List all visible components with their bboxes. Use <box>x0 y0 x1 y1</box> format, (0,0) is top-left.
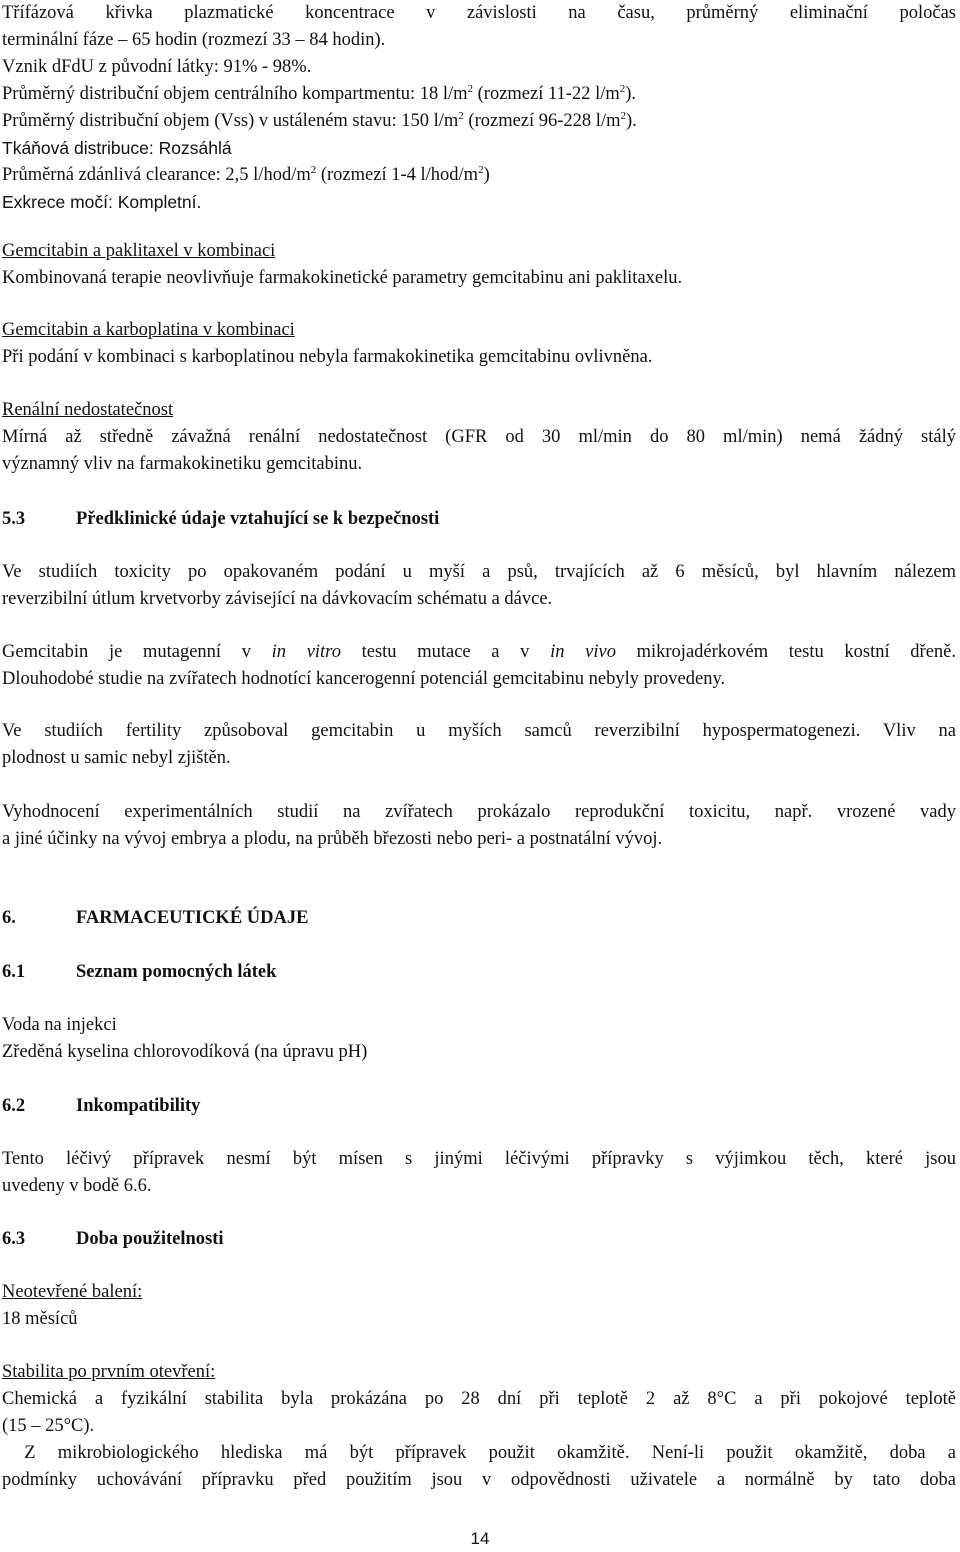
combo-carboplatin-section <box>2 317 956 371</box>
section-number: 5.3 <box>2 509 26 529</box>
pk-line: Vznik dFdU z původní látky: 91% - 98%. <box>2 57 312 77</box>
section-number: 6.1 <box>2 962 26 982</box>
pk-line: Průměrný distribuční objem centrálního kompartmentu: 18 $l/m^2$ (rozmezí 11-22 $l/m^2$). <box>2 82 637 104</box>
section-title: Inkompatibility <box>76 1096 201 1116</box>
pk-line: Průměrná zdánlivá clearance: 2,5 $l/hod/m^2$ (rozmezí 1-4 $l/hod/m^2$) <box>2 163 490 185</box>
section-number: 6.2 <box>2 1096 26 1116</box>
section-subtitle: Neotevřené balení: <box>2 1282 143 1302</box>
section-subtitle: Stabilita po prvním otevření: <box>2 1362 216 1382</box>
shelf-life-value: 18 měsíců <box>2 1309 78 1329</box>
unopened-block <box>2 1279 956 1333</box>
incompatibility-paragraph: Tento léčivý přípravek nesmí být mísen s jinými léčivými přípravky s výjimkou těch, které jsou uvedeny v bodě 6.6. <box>2 1149 956 1196</box>
paragraph: Kombinovaná terapie neovlivňuje farmakokinetické parametry gemcitabinu ani paklitaxelu. <box>2 268 683 288</box>
combo-paclitaxel-section <box>2 238 956 292</box>
section-title: FARMACEUTICKÉ ÚDAJE <box>76 908 309 928</box>
pk-line: Exkrece močí: Kompletní. <box>2 192 202 212</box>
section-subtitle: Renální nedostatečnost <box>2 400 174 420</box>
section-heading-5-3 <box>2 506 956 533</box>
section-subtitle: Gemcitabin a paklitaxel v kombinaci <box>2 241 276 261</box>
pk-block <box>2 0 956 216</box>
stability-block: Stabilita po prvním otevření: Chemická a fyzikální stabilita byla prokázána po 28 dní při teplotě 2 až 8°C a při pokojové teplotě (15 – 25°C). Z mikrobiologického hlediska má být přípravek použit okamžitě. Není-li použit okamžitě, doba a podmínky uchovávání přípravku před použitím jsou v odpovědnosti uživatele a normálně by tato doba <box>2 1359 956 1494</box>
list-item: Zředěná kyselina chlorovodíková (na úpravu pH) <box>2 1042 368 1062</box>
pk-line: Průměrný distribuční objem (Vss) v ustáleném stavu: 150 $l/m^2$ (rozmezí 96-228 $l/m^2$). <box>2 109 637 131</box>
preclinical-paragraph: Vyhodnocení experimentálních studií na zvířatech prokázalo reprodukční toxicitu, např. vrozené vady a jiné účinky na vývoj embrya a plodu, na průběh březosti nebo peri- a postnatální vývoj. <box>2 802 956 849</box>
section-heading-6-2 <box>2 1093 956 1120</box>
page-number: 14 <box>470 1529 490 1548</box>
preclinical-paragraph: Ve studiích fertility způsoboval gemcitabin u myších samců reverzibilní hypospermatogenezi. Vliv na plodnost u samic nebyl zjištěn. <box>2 721 956 768</box>
excipients-list <box>2 1012 956 1066</box>
section-heading-6-3 <box>2 1226 956 1253</box>
pk-line: Tkáňová distribuce: Rozsáhlá <box>2 138 232 158</box>
section-heading-6 <box>2 905 956 932</box>
section-subtitle: Gemcitabin a karboplatina v kombinaci <box>2 320 295 340</box>
section-title: Seznam pomocných látek <box>76 962 277 982</box>
section-title: Doba použitelnosti <box>76 1229 224 1249</box>
section-title: Předklinické údaje vztahující se k bezpečnosti <box>76 509 440 529</box>
paragraph: Mírná až středně závažná renální nedostatečnost (GFR od 30 ml/min do 80 ml/min) nemá žádný stálý <box>2 427 956 447</box>
section-heading-6-1 <box>2 959 956 986</box>
pk-line: terminální fáze – 65 hodin (rozmezí 33 – 84 hodin). <box>2 30 386 50</box>
paragraph: významný vliv na farmakokinetiku gemcitabinu. <box>2 454 363 474</box>
section-number: 6. <box>2 908 16 928</box>
paragraph: Při podání v kombinaci s karboplatinou nebyla farmakokinetika gemcitabinu ovlivněna. <box>2 347 653 367</box>
list-item: Voda na injekci <box>2 1015 117 1035</box>
preclinical-paragraph: Gemcitabin je mutagenní v in vitro testu mutace a v in vivo mikrojadérkovém testu kostní dřeně. Dlouhodobé studie na zvířatech hodnotící kancerogenní potenciál gemcitabinu nebyly provedeny. <box>2 642 956 689</box>
renal-section <box>2 397 956 478</box>
preclinical-paragraph: Ve studiích toxicity po opakovaném podání u myší a psů, trvajících až 6 měsíců, byl hlavním nálezem reverzibilní útlum krvetvorby závisející na dávkovacím schématu a dávce. <box>2 562 956 609</box>
pk-line: Třífázová křivka plazmatické koncentrace v závislosti na času, průměrný eliminační poločas <box>2 3 956 23</box>
section-number: 6.3 <box>2 1229 26 1249</box>
